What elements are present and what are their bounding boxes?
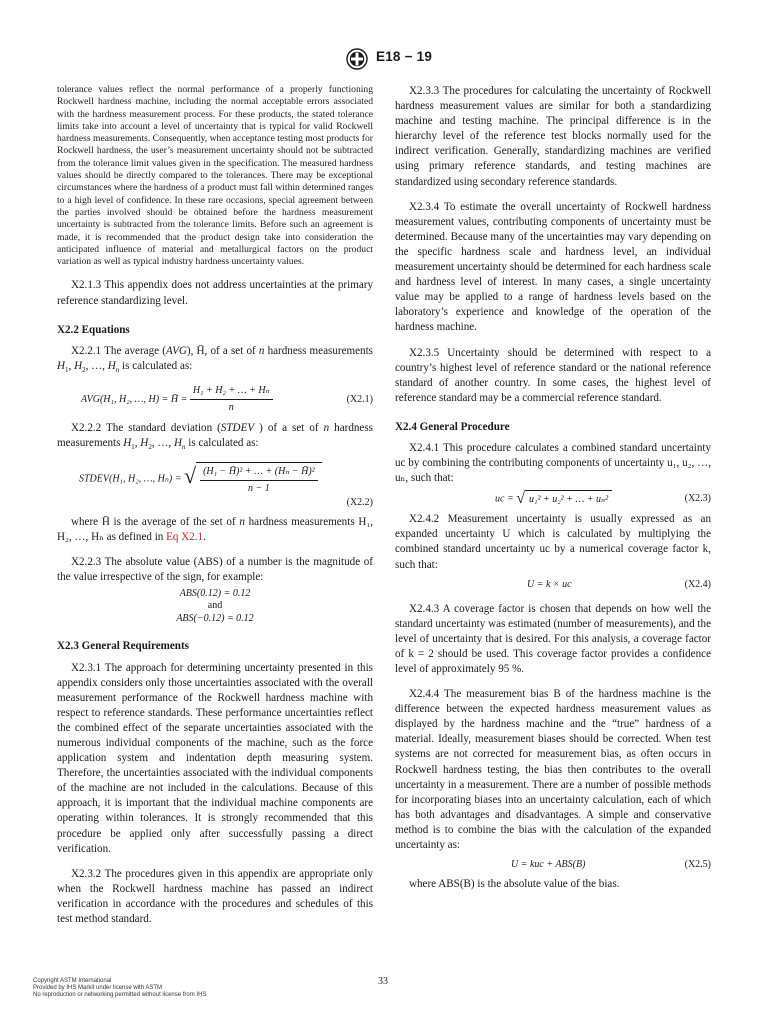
page-number: 33 (378, 976, 388, 987)
eq2-expression: STDEV(H₁, H₂, …, Hₙ) = √ $\frac{\text{(H₁ − H̄)² + … + (Hₙ − H̄)²}}{n - 1}$ (79, 462, 322, 496)
para-x2-2-3: X2.2.3 The absolute value (ABS) of a number is the magnitude of the value irrespective of the sign, for example: (57, 555, 373, 583)
heading-x2-2: X2.2 Equations (57, 323, 130, 336)
para-x2-4-2: X2.4.2 Measurement uncertainty is usually expressed as an expanded uncertainty U which is calculated by multiplying the combined standard uncertainty uc by a numerical coverage factor k, such that: (395, 513, 711, 571)
equation-x2-3 (495, 490, 711, 508)
intro-paragraph: tolerance values reflect the normal performance of a properly functioning Rockwell hardness machine, including the normal acceptable errors associated with the hardness measurement process. For these products, the stated tolerance limits take into account a level of uncertainty that is typical for valid Rockwell hardness measurements. Consequently, when acceptance testing most products for Rockwell hardness, the user’s measurement uncertainty should not be subtracted from the tolerance limit values given in the specification. The measured hardness values should be directly compared to the tolerances. There may be exceptional circumstances where the hardness of a product must fall within determined ranges to a high level of confidence. In these rare occasions, special agreement between the parties involved should be obtained before the hardness measurement uncertainty is subtracted from the tolerance limits. Before such an agreement is made, it is recommended that the product design take into consideration the anticipated influence of material and metallurgical factors on the product variation as well as typical industry hardness uncertainty values. (57, 84, 373, 268)
eq4-number: (X2.4) (684, 578, 711, 590)
para-x2-3-1: X2.3.1 The approach for determining uncertainty presented in this appendix considers only those uncertainties associated with the overall measurement performance of the Rockwell hardness machine with respect to reference standards. These performance uncertainties reflect the combined effect of the separate uncertainties associated with the numerous individual components of the machine, such as the force application system and indentation depth measuring system. Therefore, the uncertainties associated with the individual components of the machine are not included in the calculations. Because of this approach, it is important that the individual machine components are operating within tolerances. It is strongly recommended that this procedure be applied only after successfully passing a direct verification. (57, 661, 373, 855)
right-column (395, 84, 711, 892)
abs-example-2: ABS(−0.12) = 0.12 (176, 612, 254, 624)
para-x2-4-3: X2.4.3 A coverage factor is chosen that depends on how well the standard uncertainty was estimated (number of measurements), and the level of uncertainty that is desired. For this analysis, a coverage factor of k = 2 should be used. This coverage factor provides a confidence level of approximately 95 %. (395, 602, 711, 675)
eq3-expression: uc = √ u₁² + u₂² + … + uₙ² (495, 490, 612, 508)
footer-line-2: Provided by IHS Markit under license with ASTM (33, 985, 163, 992)
abs-example-1: ABS(0.12) = 0.12 (179, 587, 251, 599)
eq1-number: (X2.1) (346, 393, 373, 405)
para-x2-4-1: X2.4.1 This procedure calculates a combined standard uncertainty uc by combining the contributing components of uncertainty u₁, u₂, …, uₙ, such that: (395, 441, 711, 485)
footer-line-1: Copyright ASTM International (33, 978, 112, 984)
eq5-expression: U = kuc + ABS(B) (511, 859, 586, 871)
astm-logo-icon (346, 48, 368, 70)
para-x2-3-4: X2.3.4 To estimate the overall uncertainty of Rockwell hardness measurement values, contributing components of uncertainty must be determined. Because many of the uncertainties may vary depending on the specific hardness scale and hardness level, an individual measurement uncertainty should be determined for each hardness scale and hardness level of interest. In many cases, a single uncertainty value may be applied to a range of hardness levels based on the laboratory’s experience and knowledge of the operation of the hardness machine. (395, 200, 711, 334)
document-id: E18 − 19 (376, 49, 433, 64)
equation-x2-2 (79, 462, 373, 496)
para-x2-2-1: X2.2.1 The average (AVG), H̄, of a set of n hardness measurements $H_1$, $H_2$, …, $H_n$ is calculated as: (57, 344, 373, 375)
eq-x2-1-link[interactable]: Eq X2.1 (166, 530, 204, 543)
page-header (0, 46, 768, 70)
equation-x2-4 (527, 578, 711, 592)
para-x2-2-2: X2.2.2 The standard deviation (STDEV ) of a set of n hardness measurements $H_1$, $H_2$, …, $H_n$ is calculated as: (57, 422, 373, 452)
para-x2-3-3: X2.3.3 The procedures for calculating the uncertainty of Rockwell hardness measurement values are similar for both a standardizing machine and testing machine. The principal difference is in the hierarchy level of the reference test blocks normally used for the indirect verification. Generally, standardizing machines are verified using primary reference standards, and testing machines are standardized using secondary reference standards. (395, 85, 711, 188)
para-x2-3-5: X2.3.5 Uncertainty should be determined with respect to a country’s highest level of reference standard or the national reference standard of another country. In some cases, the highest level of reference standard may be a commercial reference standard. (395, 346, 711, 404)
heading-x2-3: X2.3 General Requirements (57, 640, 189, 653)
equation-x2-1 (81, 384, 373, 415)
para-where-avg: where H̄ is the average of the set of n hardness measurements H₁, H₂, …, Hₙ as defined in Eq X2.1. (57, 515, 374, 543)
footer-line-3: No reproduction or networking permitted without license from IHS (33, 992, 207, 999)
heading-x2-4: X2.4 General Procedure (395, 420, 510, 433)
para-x2-4-4: X2.4.4 The measurement bias B of the hardness machine is the difference between the expected hardness measurement values as displayed by the hardness machine and the “true” hardness of a material. Ideally, measurement biases should be corrected. When test systems are not corrected for measurement bias, as often occurs in Rockwell hardness testing, the bias then contributes to the overall uncertainty in a measurement. There are a number of possible methods for incorporating biases into an uncertainty calculation, each of which has both advantages and disadvantages. A simple and conservative method is to combine the bias with the calculation of the expanded uncertainty as: (395, 688, 711, 852)
para-where-bias: where ABS(B) is the absolute value of the bias. (409, 878, 620, 891)
eq1-expression: AVG(H₁, H₂, …, H) = H̄ = $\frac{\text{H₁ + H₂ + … + Hₙ}}{n}$ (81, 384, 273, 415)
para-x2-3-2: X2.3.2 The procedures given in this appendix are appropriate only when the Rockwell hardness machine has passed an indirect verification in accordance with the procedures and schedules of this test method standard. (57, 867, 373, 926)
left-column (57, 84, 373, 927)
abs-and: and (207, 600, 223, 612)
eq4-expression: U = k × uc (527, 578, 572, 590)
equation-x2-5 (511, 858, 711, 872)
eq3-number: (X2.3) (684, 493, 711, 505)
copyright-footer (33, 978, 206, 1000)
eq5-number: (X2.5) (684, 859, 711, 871)
eq2-number: (X2.2) (346, 496, 373, 508)
para-x2-1-3: X2.1.3 This appendix does not address uncertainties at the primary reference standardizing level. (57, 279, 373, 307)
abs-examples (57, 588, 373, 626)
